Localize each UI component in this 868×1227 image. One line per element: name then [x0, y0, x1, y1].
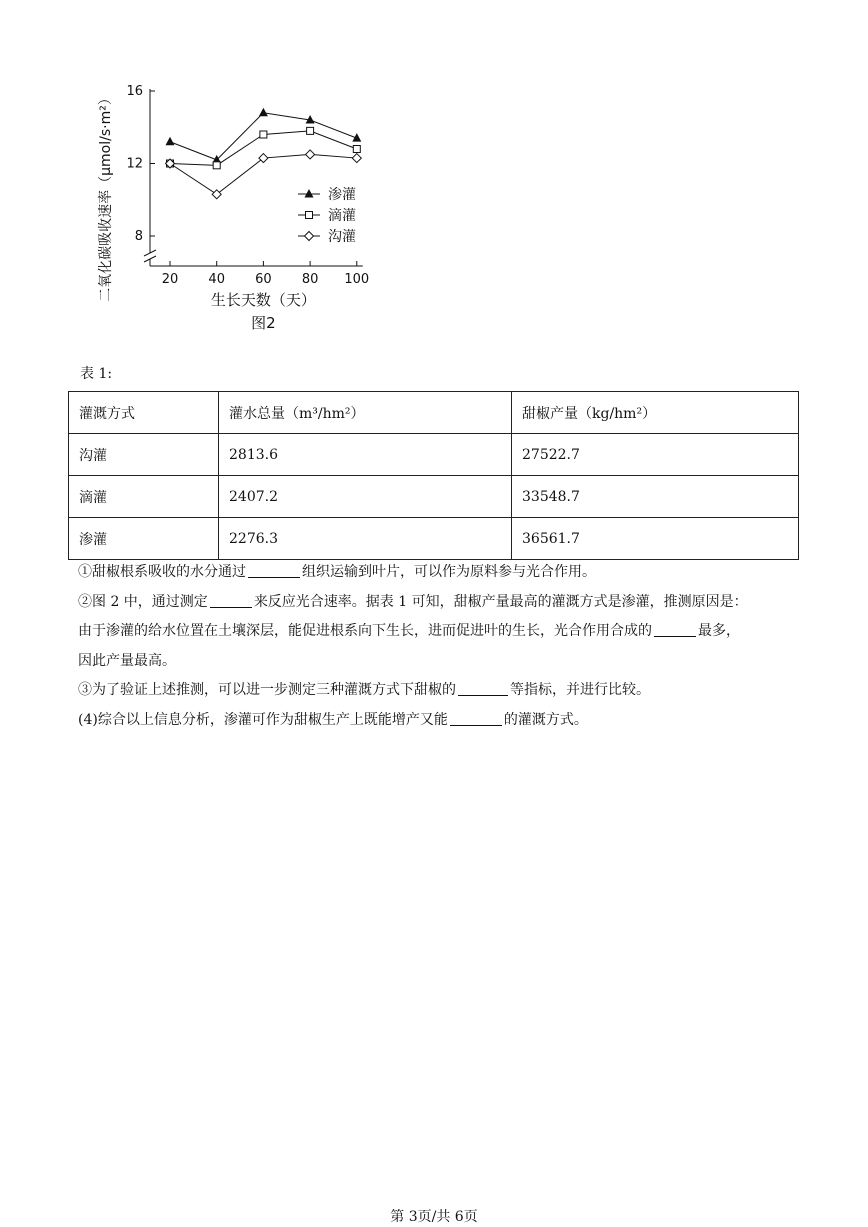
question-text: 的灌溉方式。	[503, 711, 588, 728]
co2-absorption-chart	[90, 70, 390, 340]
question-text: 因此产量最高。	[78, 652, 176, 669]
cell-water-total: 2407.2	[219, 476, 512, 518]
figure-2	[90, 70, 390, 340]
question-text: 最多，	[698, 623, 740, 639]
x-axis-label: 生长天数（天）	[210, 291, 316, 309]
legend-label: 滴灌	[328, 208, 356, 224]
x-tick-label: 80	[301, 272, 319, 287]
x-tick-label: 60	[255, 272, 272, 287]
cell-yield: 33548.7	[512, 476, 799, 518]
question-text: 由于渗灌的给水位置在土壤深层，能促进根系向下生长，进而促进叶的生长，光合作用合成的	[78, 623, 652, 639]
legend-marker	[306, 212, 313, 219]
irrigation-table	[68, 391, 799, 560]
series-1-point	[260, 131, 267, 138]
series-2-point	[212, 190, 221, 199]
answer-blank	[654, 622, 696, 637]
x-tick-label: 20	[161, 272, 179, 287]
question-block	[78, 558, 798, 735]
answer-blank	[458, 681, 508, 696]
page-footer: 第 3页/共 6页	[390, 1209, 478, 1225]
series-1-point	[213, 162, 220, 169]
cell-method: 渗灌	[69, 518, 219, 560]
series-2-point	[259, 154, 268, 163]
header-method: 灌溉方式	[69, 392, 219, 434]
legend-label: 渗灌	[328, 187, 356, 203]
y-tick-label: 8	[134, 229, 143, 244]
table-row	[69, 434, 799, 476]
table-caption: 表 1:	[80, 366, 113, 382]
series-2-point	[352, 154, 361, 163]
question-text: ②图 2 中，通过测定	[78, 593, 208, 610]
question-text: ③为了验证上述推测，可以进一步测定三种灌溉方式下甜椒的	[78, 682, 456, 698]
question-4	[78, 706, 798, 736]
cell-water-total: 2813.6	[219, 434, 512, 476]
y-tick-label: 12	[126, 156, 143, 172]
question-2-end	[78, 647, 798, 677]
legend-marker	[305, 189, 314, 198]
series-2-point	[306, 150, 315, 159]
x-tick-label: 40	[208, 272, 225, 287]
cell-method: 沟灌	[69, 434, 219, 476]
legend-marker	[305, 232, 314, 241]
answer-blank	[210, 593, 252, 608]
question-3	[78, 676, 798, 706]
cell-yield: 27522.7	[512, 434, 799, 476]
question-text: 等指标，并进行比较。	[510, 682, 650, 698]
answer-blank	[450, 711, 502, 726]
cell-water-total: 2276.3	[219, 518, 512, 560]
table-row	[69, 476, 799, 518]
series-1-point	[307, 127, 314, 134]
question-2	[78, 588, 798, 618]
answer-blank	[248, 563, 300, 578]
header-water-total: 灌水总量（m³/hm²）	[219, 392, 512, 434]
question-text: ①甜椒根系吸收的水分通过	[78, 564, 246, 580]
question-text: 来反应光合速率。据表 1 可知，甜椒产量最高的灌溉方式是渗灌，推测原因是：	[253, 593, 748, 610]
table-header-row	[69, 392, 799, 434]
series-1-point	[353, 146, 360, 153]
legend-label: 沟灌	[328, 229, 356, 245]
question-text: 组织运输到叶片，可以作为原料参与光合作用。	[302, 564, 596, 580]
y-tick-label: 16	[126, 84, 143, 99]
x-tick-label: 100	[344, 272, 370, 287]
question-2-cont	[78, 617, 798, 647]
series-0-point	[166, 137, 175, 146]
header-yield: 甜椒产量（kg/hm²）	[512, 392, 799, 434]
question-text: (4)综合以上信息分析，渗灌可作为甜椒生产上既能增产又能	[78, 711, 448, 728]
table-row	[69, 518, 799, 560]
question-1	[78, 558, 798, 588]
cell-yield: 36561.7	[512, 518, 799, 560]
cell-method: 滴灌	[69, 476, 219, 518]
y-axis-label: 二氧化碳吸收速率（μmol/s·m²）	[98, 91, 114, 302]
figure-caption: 图2	[251, 314, 276, 332]
series-0-point	[259, 108, 268, 117]
